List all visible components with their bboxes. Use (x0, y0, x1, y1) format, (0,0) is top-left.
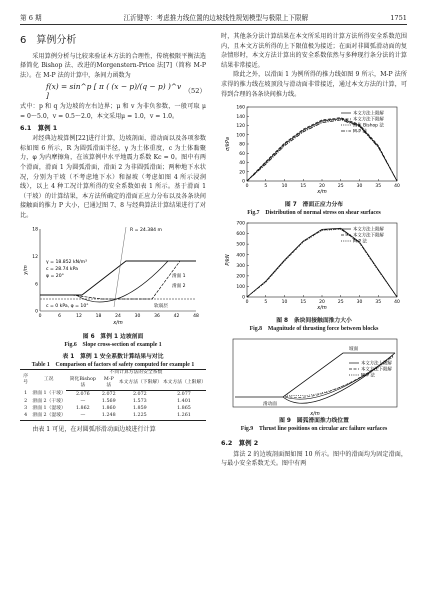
x-tick-label: 20 (319, 300, 325, 306)
table-cell: 滑面 1（干坡） (32, 391, 66, 397)
slip1-label: 滑面 1 (172, 273, 186, 279)
left-column (20, 32, 206, 435)
x-tick-label: 6 (58, 313, 61, 319)
th-case: 工况 (31, 369, 65, 391)
slip-label: 滑动面 (263, 402, 277, 408)
table-cell: 1.573 (132, 398, 147, 404)
x-axis-label: x/m (113, 319, 123, 326)
fig6-slope-section (22, 221, 204, 333)
table1-caption (20, 353, 206, 369)
y-tick-label: 80 (239, 142, 245, 148)
y-tick-label: 0 (242, 179, 245, 185)
legend-label: M-P 法 (353, 239, 367, 245)
gamma-label: γ = 18.852 kN/m³ (46, 259, 87, 265)
fig8-thrust-force-chart (223, 219, 405, 317)
y-axis-label: σ/kPa (225, 137, 231, 152)
x-tick-label: 25 (337, 184, 344, 190)
table-cell: 1.225 (118, 413, 162, 421)
fig8-caption (221, 317, 407, 333)
x-tick-label: 5 (264, 184, 268, 190)
y-tick-label: 140 (236, 115, 245, 121)
slip-surface (283, 353, 395, 403)
table-cell: — (66, 413, 100, 421)
table-cell: — (80, 398, 86, 404)
x-tick-label: 5 (264, 300, 268, 306)
y-tick-label: 100 (236, 285, 245, 291)
table-cell: 2.076 (75, 391, 90, 397)
y-tick-label: 300 (236, 264, 245, 270)
phi-label: φ = 20° (46, 273, 64, 279)
fig9-thrust-line-chart (223, 335, 405, 417)
series-line (247, 229, 397, 297)
equation-number: （52） (184, 86, 206, 95)
y-tick-label: 120 (236, 124, 245, 130)
th-mp: M-P 法 (100, 377, 118, 391)
y-tick-label: 18 (32, 227, 38, 233)
table-cell: 1.865 (177, 406, 191, 412)
radius-label: R = 24.384 m (130, 227, 162, 233)
x-tick-label: 40 (394, 184, 400, 190)
y-axis-label: y/m (23, 264, 29, 275)
x-tick-label: 18 (95, 313, 102, 319)
x-tick-label: 15 (300, 300, 307, 306)
equation-formula: f(x) = sin^p [ π ( (x − p)/(q − p) )^v ] (46, 81, 182, 101)
fig7-caption-cn: 图 7 滑面正应力分布 (284, 202, 344, 209)
table-cell: 1.859 (132, 406, 147, 412)
slip2-label: 滑面 2 (172, 283, 186, 289)
right-paragraph-2: 除此之外，以滑面 1 为例所得的推力线如图 9 所示，M-P 法所求得的推力线在坡顶段与滑动面非常接近，通过本文方法的计算，可得到合理的各条块间推力线。 (221, 71, 407, 98)
table-cell: 2.077 (177, 391, 191, 397)
equation-explanation: 式中：p 和 q 为边坡的左右边界；μ 和 v 为非负参数，一般可取 μ = 0～5.0，v = 0.5～2.0，本文采用μ = 1.0，v = 1.0。 (20, 103, 206, 120)
subsection-title-6-1: 6.1 算例 1 (20, 123, 58, 132)
table-cell: 1.401 (177, 398, 191, 404)
table-cell: 滑面 2（干坡） (32, 398, 66, 404)
y-tick-label: 12 (32, 254, 38, 260)
weak-layer-label: 软弱层 (154, 303, 168, 309)
header-rule (20, 24, 407, 25)
x-tick-label: 12 (76, 313, 82, 319)
x-tick-label: 30 (134, 313, 141, 319)
fig7-normal-stress-chart (223, 101, 405, 201)
subsection-title-6-2: 6.2 算例 2 (221, 439, 259, 448)
example2-paragraph: 算法 2 的边坡剖面图如图 10 所示。图中的滑面均为固定滑面，与最小安全系数无关。图中有两 (221, 450, 407, 468)
x-tick-label: 15 (300, 184, 307, 190)
x-tick-label: 10 (281, 300, 288, 306)
table-cell: 3 (24, 406, 28, 412)
x-tick-label: 48 (193, 313, 199, 319)
y-tick-label: 6 (35, 281, 38, 287)
series-line (247, 229, 397, 297)
th-bishop: 简化Bishop 法 (66, 377, 100, 391)
series-line (247, 120, 397, 181)
table1-caption-cn: 表 1 算例 1 安全系数计算结果与对比 (62, 353, 164, 360)
x-tick-label: 36 (154, 313, 160, 319)
fig9-caption (221, 417, 407, 433)
page-header (20, 10, 407, 22)
table-row (20, 391, 206, 399)
legend-label: 本文方法下限解 (361, 367, 392, 373)
table-cell: 滑面 1（湿坡） (32, 406, 66, 412)
page-number: 1751 (390, 14, 407, 22)
x-tick-label: 30 (356, 184, 363, 190)
right-paragraph-top: 时，其他条分法计算结果在本文所采用的计算方法所得安全系数范围内，且本文方法所得的上下限值极为接近；在面对非圆弧滑动面的复杂情形时，本文方法计算出的安全系数依然与多种现行条分法的计算结果非常接近。 (221, 33, 407, 69)
legend-label: M-P 法 (353, 129, 367, 135)
table-cell: 1.261 (162, 413, 206, 421)
x-tick-label: 0 (245, 300, 249, 306)
table-row (20, 398, 206, 405)
th-no: 序号 (20, 369, 31, 391)
equation-52 (20, 80, 206, 102)
y-tick-label: 0 (242, 295, 245, 301)
th-group: 不同计算方法的安全系数 (66, 369, 206, 377)
legend-label: 本文方法下限解 (353, 117, 384, 123)
fig9-caption-cn: 图 9 圆弧滑面推力线位置 (279, 418, 349, 425)
legend-label: 本文方法上限解 (361, 361, 392, 367)
table-cell: 1.569 (101, 398, 116, 404)
legend-label: M-P 法 (361, 373, 375, 379)
y-tick-label: 400 (236, 253, 245, 259)
fig6-caption-en: Fig.6 Slope cross-section of example 1 (64, 341, 162, 348)
y-tick-label: 200 (236, 274, 245, 280)
legend-label: 本文方法上限解 (353, 111, 384, 117)
y-axis-label: P/kN (225, 254, 231, 266)
table-cell: 1.860 (101, 406, 116, 412)
x-tick-label: 30 (356, 300, 363, 306)
x-axis-label: x/m (310, 411, 320, 418)
y-tick-label: 600 (236, 232, 245, 238)
x-axis-label: x/m (317, 305, 327, 312)
x-tick-label: 35 (375, 300, 382, 306)
x-tick-label: 0 (38, 313, 42, 319)
c2-label: c = 0 kPa, φ = 10° (46, 303, 89, 309)
table-cell: 2.072 (132, 391, 147, 397)
slope-label: 坡面 (349, 347, 359, 353)
y-tick-label: 0 (35, 309, 38, 315)
running-title: 江沂键等：考虑推力线位置的边坡线性规划模型与极限上下限解 (123, 14, 309, 22)
fig7-caption (221, 201, 407, 217)
table-cell: 4 (20, 413, 31, 421)
table-cell: 2.072 (101, 391, 116, 397)
x-tick-label: 40 (394, 300, 400, 306)
x-tick-label: 10 (281, 184, 288, 190)
after-table-paragraph: 由表 1 可见，在对圆弧形滑动面边坡进行计算 (32, 425, 156, 433)
y-tick-label: 160 (236, 105, 245, 111)
x-tick-label: 24 (115, 313, 121, 319)
table-row (20, 406, 206, 413)
th-lower: 本文方法（下限解） (118, 377, 162, 391)
th-upper: 本文方法（上限解） (162, 377, 206, 391)
legend-label: 本文方法上限解 (353, 227, 384, 233)
legend-label: 简化 Bishop 法 (353, 123, 384, 129)
fig6-caption (20, 333, 206, 349)
y-tick-label: 20 (239, 170, 245, 176)
x-tick-label: 0 (245, 184, 249, 190)
fig6-caption-cn: 图 6 算例 1 边坡剖面 (82, 333, 144, 340)
x-axis-label: x/m (317, 189, 327, 196)
fig8-caption-en: Fig.8 Magnitude of thrusting force between blocks (249, 326, 379, 333)
legend-label: 本文方法下限解 (353, 233, 384, 239)
fig9-caption-en: Fig.9 Thrust line positions on circular arc failure surfaces (240, 426, 388, 433)
y-tick-label: 100 (236, 133, 245, 139)
table-row (20, 413, 206, 421)
table-cell: 滑面 2（湿坡） (31, 413, 65, 421)
slip-surface-2 (72, 261, 180, 299)
right-column (221, 32, 407, 469)
y-tick-label: 40 (239, 161, 245, 167)
intro-paragraph: 采用算例分析与比较来验证本方法的合理性，传统极限平衡法选择简化 Bishop 法、改进的Morgenstern-Price 法[7]（简称 M-P 法）。在 M-P 法的计算中，条间力函数为 (20, 52, 206, 79)
table1-caption-en: Table 1 Comparison of factors of safety computed for example 1 (31, 361, 195, 368)
table-cell: 2 (24, 398, 28, 404)
issue-number: 第 6 期 (20, 14, 42, 22)
x-tick-label: 25 (337, 300, 344, 306)
table-cell: 1 (24, 391, 28, 397)
y-tick-label: 60 (239, 152, 245, 158)
fig8-caption-cn: 图 8 条块间接触面推力大小 (276, 318, 352, 325)
x-tick-label: 35 (375, 184, 382, 190)
radius-line (114, 227, 126, 307)
y-tick-label: 500 (236, 242, 245, 248)
table-cell: 1.248 (100, 413, 118, 421)
x-tick-label: 20 (319, 184, 325, 190)
table-cell: 1.862 (75, 406, 90, 412)
section-title: 6 算例分析 (20, 35, 77, 46)
example1-paragraph: 对经典边坡算例[22]进行计算，边坡剖面、滑动面以及各项参数标如图 6 所示，R 为圆弧滑面半径，γ 为土体重度，c 为土体黏聚力，φ 为内摩擦角，在该算例中水平地震力系数 Kc = 0。图中有两个滑面，滑面 1 为圆弧滑面，滑面 2 为非圆弧滑面；两种地下水状况，分别为干坡（不考虑地下水）和湿坡（考虑如图 4 所示浸润线），以上 4 种工况计算所得的安全系数如表 1 所示。基于滑面 1（干坡）的计算结果，本方法所确定的滑面正应力分布以及各条块间接触面的推力 P 大小，已通过图 7、8 与经典算法计算结果进行了对比。 (20, 135, 206, 219)
x-tick-label: 42 (173, 313, 180, 319)
table1 (20, 369, 206, 421)
y-tick-label: 700 (236, 221, 245, 227)
fig7-caption-en: Fig.7 Distribution of normal stress on shear surfaces (247, 210, 381, 217)
c-label: c = 28.74 kPa (46, 266, 78, 272)
